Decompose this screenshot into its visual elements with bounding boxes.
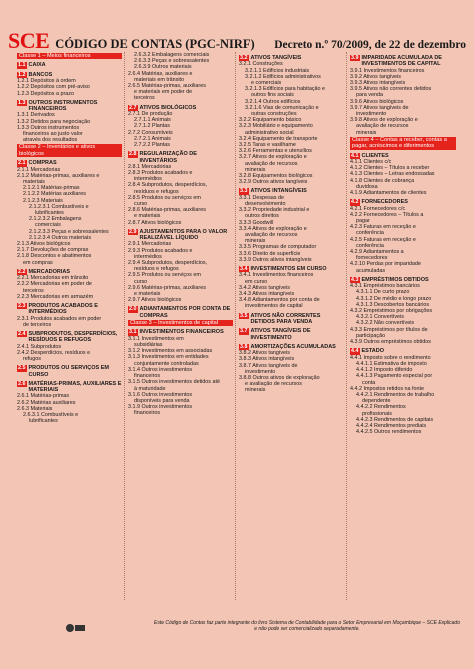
account-item: 2.2.2 Mercadorias em poder de	[17, 281, 92, 288]
account-item: 3.2.2 Equipamento básico	[239, 117, 302, 124]
account-item: 3.8.3 Ativos intangíveis	[239, 356, 295, 363]
account-item: 2.6.2 Matérias auxiliares	[17, 399, 76, 406]
account-group-title: SUBPRODUTOS, DESPERDÍCIOS, RESÍDUOS E REFUGOS	[28, 331, 118, 344]
account-item: 2.2.1 Mercadorias em trânsito	[17, 275, 89, 282]
account-item: através dos resultados	[23, 137, 78, 144]
account-item: 4.4.2.5 Outros rendimentos	[356, 429, 422, 436]
accounts-columns	[14, 52, 458, 600]
account-group-title: OUTROS INSTRUMENTOS FINANCEIROS	[28, 99, 98, 113]
account-item: conjuntamente controladas	[134, 360, 199, 367]
account-item: 2.7.1.1 Animais	[134, 117, 171, 124]
footer	[0, 618, 474, 646]
account-group	[17, 303, 122, 316]
account-item: 3.9.5 Ativos não correntes detidos	[350, 86, 432, 93]
account-item: 3.1.9 Outros investimentos	[128, 404, 193, 411]
account-group-code: 2.2	[18, 268, 26, 275]
account-item: 3.8.8 Outros ativos de exploração	[239, 375, 320, 382]
account-item: 2.1.2.3 Materiais	[23, 197, 63, 204]
account-group-code: 1.3	[18, 99, 26, 106]
account-item: 4.3.1.1 De curto prazo	[356, 289, 410, 296]
account-item: 3.2.1.4 Outros edifícios	[245, 98, 301, 105]
account-item: 3.1.3 Investimentos em entidades	[128, 354, 209, 361]
account-item: 1.2.1 Depósitos à ordem	[17, 78, 76, 85]
account-group	[128, 151, 233, 164]
account-item: 2.1.2.3.3 Peças e sobressalentes	[29, 228, 109, 235]
account-item: 3.3.5 Programas de computador	[239, 244, 317, 251]
account-item: conta	[362, 379, 376, 386]
account-item: avaliação de recursos	[245, 232, 298, 239]
account-item: terceiros	[23, 287, 44, 294]
account-item: conferência	[356, 230, 384, 237]
publisher-logo-icon	[64, 621, 86, 635]
account-item: 2.8.4 Subprodutos, desperdícios,	[128, 182, 208, 189]
class-header: Classe 1 – Meios financeiros	[17, 53, 122, 59]
account-item: em compras	[23, 259, 53, 266]
account-item: 2.1.2.1 Matérias-primas	[23, 185, 80, 192]
account-item: 2.6.3.1 Combustíveis e	[23, 412, 79, 419]
account-item: 2.4.1 Subprodutos	[17, 343, 62, 350]
decree-reference: Decreto n.º 70/2009, de 22 de dezembro	[274, 39, 466, 51]
account-item: 4.3.1.3 Descobertos bancários	[356, 301, 430, 308]
account-item: 3.4.3 Ativos intangíveis	[239, 291, 295, 298]
account-group-code: 2.9	[129, 228, 137, 235]
account-group-code: 3.4	[240, 266, 248, 273]
account-group-title: CLIENTES	[361, 152, 389, 159]
account-item: 4.3.2.1 Convertíveis	[356, 314, 404, 321]
account-group-code: 1.2	[18, 71, 26, 78]
account-group-title: ATIVOS TANGÍVEIS	[250, 55, 302, 61]
account-item: 2.9.6 Matérias-primas, auxiliares	[128, 284, 206, 291]
account-item: investimento	[245, 368, 276, 375]
account-group-title: FORNECEDORES	[361, 199, 408, 206]
account-item: investimento	[356, 111, 387, 118]
account-group-title: ATIVOS INTANGÍVEIS	[250, 188, 307, 195]
account-item: 4.4.2.2 Rendimentos	[356, 404, 406, 411]
account-group-code: 2.6	[18, 380, 26, 387]
account-item: 3.3.6 Direito de superfície	[239, 250, 301, 257]
account-group-code: 3.9	[351, 55, 359, 61]
account-item: pagar	[356, 218, 370, 225]
account-item: 4.1.1 Clientes c/c	[350, 159, 392, 166]
account-item: 1.2.3 Depósitos a prazo	[17, 90, 74, 97]
account-group-code: 4.2	[351, 199, 359, 206]
account-group-code: 2.1	[18, 160, 26, 167]
account-item: 4.1.8 Clientes de cobrança	[350, 177, 415, 184]
account-item: 3.2.7 Ativos de exploração e	[239, 154, 307, 161]
account-item: 4.4.2 Impostos retidos na fonte	[350, 385, 425, 392]
account-item: minerais	[245, 238, 266, 245]
account-item: 2.7.2.2 Plantas	[134, 142, 170, 149]
account-group-title: COMPRAS	[28, 160, 57, 167]
account-item: financeiros ao justo valor	[23, 131, 83, 137]
account-item: 3.3.9 Outros ativos intangíveis	[239, 256, 312, 263]
account-item: e avaliação de recursos	[245, 381, 302, 388]
account-group-code: 2.4	[18, 331, 26, 338]
account-item: e materiais	[134, 291, 161, 298]
account-group-code: 2.5	[18, 365, 26, 372]
account-group-title: REGULARIZAÇÃO DE INVENTÁRIOS	[139, 151, 197, 164]
account-item: 3.4.2 Ativos tangíveis	[239, 284, 290, 291]
account-item: 1.3.2 Detidos para negociação	[17, 118, 91, 125]
account-item: 4.2.10 Perdas por imparidade	[350, 261, 422, 268]
account-group	[350, 199, 456, 205]
account-group	[17, 62, 122, 68]
account-item: participação	[356, 332, 386, 339]
account-item: materiais	[23, 179, 45, 186]
account-item: 2.6.3 Materiais	[17, 405, 53, 412]
account-item: 2.7.1.2 Plantas	[134, 123, 170, 130]
account-group-title: PRODUTOS ACABADOS E INTERMÉDIOS	[28, 303, 98, 316]
account-item: 3.2.3 Mobiliário e equipamento	[239, 123, 313, 130]
account-item: subsidiárias	[134, 342, 163, 349]
account-item: 3.8.2 Ativos tangíveis	[239, 350, 290, 357]
account-group	[350, 55, 456, 68]
account-group-code: 3.2	[240, 55, 248, 61]
account-item: 4.2.2 Fornecedores – Títulos a	[350, 211, 424, 218]
account-item: 2.2.3 Mercadorias em armazém	[17, 293, 94, 300]
account-item: 2.9.1 Mercadorias	[128, 241, 172, 248]
account-group-title: AMORTIZAÇÕES ACUMULADAS	[250, 343, 336, 350]
account-group	[17, 381, 122, 394]
account-item: 4.4.1.1 Estimativa de imposto	[356, 360, 427, 367]
account-group	[350, 348, 456, 354]
account-item: acumuladas	[356, 267, 386, 274]
account-group-code: 2.7	[129, 104, 137, 111]
account-item: 2.1.2.3.4 Outros materiais	[29, 234, 92, 241]
account-item: profissionais	[362, 410, 392, 417]
account-item: 4.3.2.2 Não convertíveis	[356, 320, 415, 327]
footer-note-line-2: e não pode ser comercializado separadamente.	[254, 626, 360, 633]
account-item: comerciais	[35, 222, 61, 229]
account-item: 2.1.3 Ativos biológicos	[17, 241, 71, 248]
footer-note	[150, 620, 464, 632]
account-item: lubrificantes	[29, 418, 58, 425]
account-item: 4.2.9 Adiantamentos a	[350, 249, 404, 256]
document-header	[8, 28, 466, 53]
account-item: 1.3.3 Outros instrumentos	[17, 124, 80, 131]
account-group	[17, 331, 122, 344]
account-item: para venda	[356, 92, 383, 99]
account-group-title: ESTADO	[361, 348, 385, 355]
account-item: desenvolvimento	[245, 201, 286, 208]
account-item: intermédios	[134, 176, 162, 183]
publisher-logo	[64, 621, 86, 635]
account-item: 3.2.1.2 Edifícios administrativos	[245, 73, 321, 80]
account-group-code: 3.8	[240, 343, 248, 350]
account-item: minerais	[245, 387, 266, 394]
account-item: 3.8.7 Ativos tangíveis de	[239, 362, 298, 369]
account-group-title: ATIVOS NÃO CORRENTES DETIDOS PARA VENDA	[250, 312, 321, 325]
account-item: minerais	[245, 166, 266, 173]
column-3	[236, 52, 347, 600]
sce-logo: SCE	[8, 28, 50, 53]
class-header: Classe 4 – Contas a receber, contas a pagar, acréscimos e diferimentos	[350, 137, 456, 150]
account-group	[128, 229, 233, 242]
account-item: 3.2.6 Ferramentas e utensílios	[239, 148, 312, 155]
account-item: 4.3.1 Empréstimos bancários	[350, 283, 420, 290]
account-item: minerais	[356, 129, 377, 136]
account-item: 4.4.1.2 Imposto diferido	[356, 367, 413, 374]
account-item: e materiais em poder de	[134, 89, 193, 96]
account-group-code: 2.0	[129, 306, 137, 313]
account-item: 2.7.2 Consumíveis	[128, 129, 173, 136]
account-group-title: AJUSTAMENTOS PARA O VALOR REALIZÁVEL LÍQUIDO	[139, 228, 228, 242]
account-item: 2.8.7 Ativos biológicos	[128, 219, 182, 226]
account-item: disponíveis para venda	[134, 397, 190, 404]
account-item: 3.2.5 Taras e vasilhame	[239, 142, 296, 149]
column-1	[14, 52, 125, 600]
account-item: 2.9.3 Produtos acabados e	[128, 247, 193, 254]
class-header: Classe 3 – Investimentos de capital	[128, 320, 233, 326]
account-group-title: ATIVOS TANGÍVEIS DE INVESTIMENTO	[250, 328, 311, 341]
account-item: 2.1.2.3.1 Combustíveis e	[29, 203, 89, 210]
account-item: 3.2.8 Equipamentos biológicos	[239, 173, 313, 180]
account-item: financeiros	[134, 373, 161, 380]
account-item: 2.8.5 Produtos ou serviços em	[128, 194, 201, 201]
account-item: 3.3.3 Goodwill	[239, 219, 274, 226]
account-item: 4.4.2.3 Rendimentos de capitais	[356, 416, 434, 423]
account-item: 3.1.5 Outros investimentos detidos até	[128, 379, 220, 386]
account-group-code: 4.3	[351, 276, 359, 283]
account-group-title: BANCOS	[28, 71, 53, 78]
account-item: 3.9.2 Ativos tangíveis	[350, 73, 401, 80]
account-group	[17, 365, 122, 378]
account-item: 3.3.2 Propriedade industrial e	[239, 207, 310, 214]
account-item: 2.7.1 De produção	[128, 111, 173, 118]
account-item: 2.9.4 Subprodutos, desperdícios,	[128, 260, 208, 267]
account-item: 4.2.5 Faturas em receção e	[350, 236, 416, 243]
account-item: 4.4.1.3 Pagamento especial por	[356, 373, 433, 380]
account-item: outros direitos	[245, 213, 279, 220]
account-group-title: ATIVOS BIOLÓGICOS	[139, 104, 197, 111]
account-group-title: ADIANTAMENTOS POR CONTA DE COMPRAS	[139, 306, 231, 319]
account-item: materiais em trânsito	[134, 76, 185, 83]
account-item: 3.9.3 Ativos intangíveis	[350, 80, 406, 86]
account-item: 4.4.2.1 Rendimentos de trabalho	[356, 391, 435, 398]
account-item: intermédios	[134, 253, 162, 260]
account-group-title: MATÉRIAS-PRIMAS, AUXILIARES E MATERIAIS	[28, 380, 122, 394]
account-item: 3.4.8 Adiantamentos por conta de	[239, 297, 320, 304]
account-item: outras construções	[251, 111, 297, 118]
account-item: 3.2.9 Outros ativos tangíveis	[239, 179, 308, 186]
account-item: 4.2.3 Faturas em receção e	[350, 224, 416, 231]
account-item: dependente	[362, 398, 391, 405]
account-item: 4.3.3 Empréstimos por títulos de	[350, 326, 428, 333]
account-item: 3.9.6 Ativos biológicos	[350, 98, 404, 105]
account-item: 3.1.6 Outros investimentos	[128, 391, 193, 398]
account-item: 3.9.8 Ativos de exploração e	[350, 117, 418, 124]
account-item: 2.1.7 Devoluções de compras	[17, 247, 89, 254]
account-group-title: INVESTIMENTOS EM CURSO	[250, 266, 327, 273]
account-item: à maturidade	[134, 385, 166, 392]
account-item: 2.9.7 Ativos biológicos	[128, 297, 182, 304]
account-group-code: 3.1	[129, 329, 137, 336]
account-item: 3.2.1.1 Edifícios industriais	[245, 67, 310, 74]
account-group-code: 3.7	[240, 328, 248, 335]
account-item: resíduos e refugos	[134, 188, 179, 195]
account-group	[239, 328, 344, 341]
account-item: 2.6.5 Matérias-primas, auxiliares	[128, 83, 206, 90]
account-item: outros fins sociais	[251, 92, 294, 99]
account-item: financeiros	[134, 410, 161, 417]
account-item: 4.3.1.2 De médio e longo prazo	[356, 295, 432, 302]
footer-note-line-1: Este Código de Contas faz parte integrante do livro Sistema de Contabilidade para o Setor Empresarial em Moçambique – SCE Explicado	[154, 620, 460, 626]
account-item: e materiais	[134, 213, 161, 220]
account-group-title: IMPARIDADE ACUMULADA DE INVESTIMENTOS DE CAPITAL	[361, 55, 442, 68]
account-item: duvidosa	[356, 183, 378, 190]
account-group-code: 2.3	[18, 303, 26, 310]
account-group	[239, 188, 344, 194]
account-group-title: EMPRÉSTIMOS OBTIDOS	[361, 276, 429, 283]
account-item: 4.3.2 Empréstimos por obrigações	[350, 308, 433, 315]
account-item: 2.3.1 Produtos acabados em poder	[17, 315, 102, 322]
account-group-code: 4.1	[351, 152, 359, 159]
account-item: administrativo social	[245, 129, 294, 136]
account-group	[128, 329, 233, 335]
account-item: 2.1.8 Descontos e abatimentos	[17, 253, 92, 260]
account-item: 3.1.2 Investimentos em associadas	[128, 348, 213, 355]
account-item: conferência	[356, 242, 384, 249]
account-item: fornecedores	[356, 255, 388, 262]
account-item: 3.2.4 Equipamento de transporte	[239, 135, 318, 142]
account-item: 3.3.4 Ativos de exploração e	[239, 225, 307, 232]
account-item: 4.2.1 Fornecedores c/c	[350, 205, 406, 212]
account-item: 3.3.1 Despesas de	[239, 194, 284, 201]
account-item: resíduos e refugos	[134, 266, 179, 273]
account-item: 4.4.2.4 Rendimentos prediais	[356, 422, 427, 429]
account-item: 2.8.3 Produtos acabados e	[128, 170, 193, 177]
account-item: 2.7.2.1 Animais	[134, 135, 171, 142]
account-item: de terceiros	[23, 321, 52, 328]
account-item: 4.4.1 Imposto sobre o rendimento	[350, 354, 431, 361]
account-item: 2.1.2 Matérias-primas, auxiliares e	[17, 172, 100, 179]
account-item: 1.3.1 Derivados	[17, 112, 55, 119]
account-group-title: CAIXA	[28, 62, 46, 69]
account-group-code: 3.3	[240, 188, 248, 195]
account-item: 2.6.1 Matérias-primas	[17, 393, 70, 400]
account-item: 2.8.6 Matérias-primas, auxiliares	[128, 207, 206, 214]
account-item: 3.4.1 Investimentos financeiros	[239, 272, 314, 279]
account-item: curso	[134, 278, 148, 285]
account-item: 3.2.1 Construções	[239, 61, 283, 68]
account-item: 2.1.1 Mercadorias	[17, 166, 61, 173]
account-group-title: MERCADORIAS	[28, 268, 71, 275]
account-group	[239, 313, 344, 326]
account-item: 2.1.2.2 Matérias auxiliares	[23, 191, 86, 198]
account-group-code: 3.5	[240, 312, 248, 319]
account-item: lubrificantes	[35, 210, 64, 217]
account-group-code: 1.1	[18, 62, 26, 69]
account-item: 4.1.9 Adiantamentos de clientes	[350, 190, 427, 197]
account-group	[17, 100, 122, 113]
account-group	[17, 160, 122, 166]
account-item: curso	[134, 201, 148, 208]
column-2	[125, 52, 236, 600]
column-4	[347, 52, 458, 600]
account-item: 2.4.2 Desperdícios, resíduos e	[17, 349, 91, 356]
account-item: avaliação de recursos	[245, 160, 298, 167]
account-item: 2.6.3.3 Peças e sobressalentes	[134, 58, 210, 65]
account-item: 3.1.1 Investimentos em	[128, 335, 184, 342]
account-item: 4.1.3 Clientes – Letras endossadas	[350, 171, 435, 178]
account-item: 3.9.7 Ativos tangíveis de	[350, 104, 409, 111]
account-item: 4.3.9 Outros empréstimos obtidos	[350, 339, 431, 346]
account-group-title: INVESTIMENTOS FINANCEIROS	[139, 329, 224, 336]
account-item: 3.9.1 Investimentos financeiros	[350, 67, 425, 74]
class-header: Classe 2 – Inventários e ativos biológicos	[17, 144, 122, 157]
account-group-code: 2.8	[129, 151, 137, 158]
account-item: 2.6.4 Matérias, auxiliares e	[128, 70, 193, 77]
account-item: terceiros	[134, 95, 155, 102]
account-group-title: PRODUTOS OU SERVIÇOS EM CURSO	[28, 365, 109, 378]
account-item: investimentos de capital	[245, 303, 303, 310]
account-group-code: 4.4	[351, 348, 359, 355]
account-item: refugos	[23, 356, 41, 363]
account-item: 3.2.1.6 Vias de comunicação e	[245, 104, 319, 111]
account-item: 3.2.1.3 Edifícios para habitação e	[245, 86, 326, 93]
account-item: 1.2.2 Depósitos com pré-aviso	[17, 84, 90, 91]
account-item: 2.6.3.9 Outros materiais	[134, 64, 192, 71]
account-item: 3.1.4 Outros investimentos	[128, 366, 193, 373]
account-item: 4.1.2 Clientes – Títulos a receber	[350, 165, 430, 172]
document-title: CÓDIGO DE CONTAS (PGC-NIRF)	[55, 37, 255, 51]
account-item: 2.1.2.3.2 Embalagens	[29, 216, 82, 223]
account-group	[128, 306, 233, 319]
account-item: e comerciais	[251, 80, 282, 86]
account-item: em curso	[245, 278, 268, 285]
account-item: 2.9.5 Produtos ou serviços em	[128, 272, 201, 279]
account-item: 2.8.1 Mercadorias	[128, 163, 172, 170]
account-item: 2.6.3.2 Embalagens comerciais	[134, 52, 210, 58]
account-item: avaliação de recursos	[356, 123, 409, 130]
